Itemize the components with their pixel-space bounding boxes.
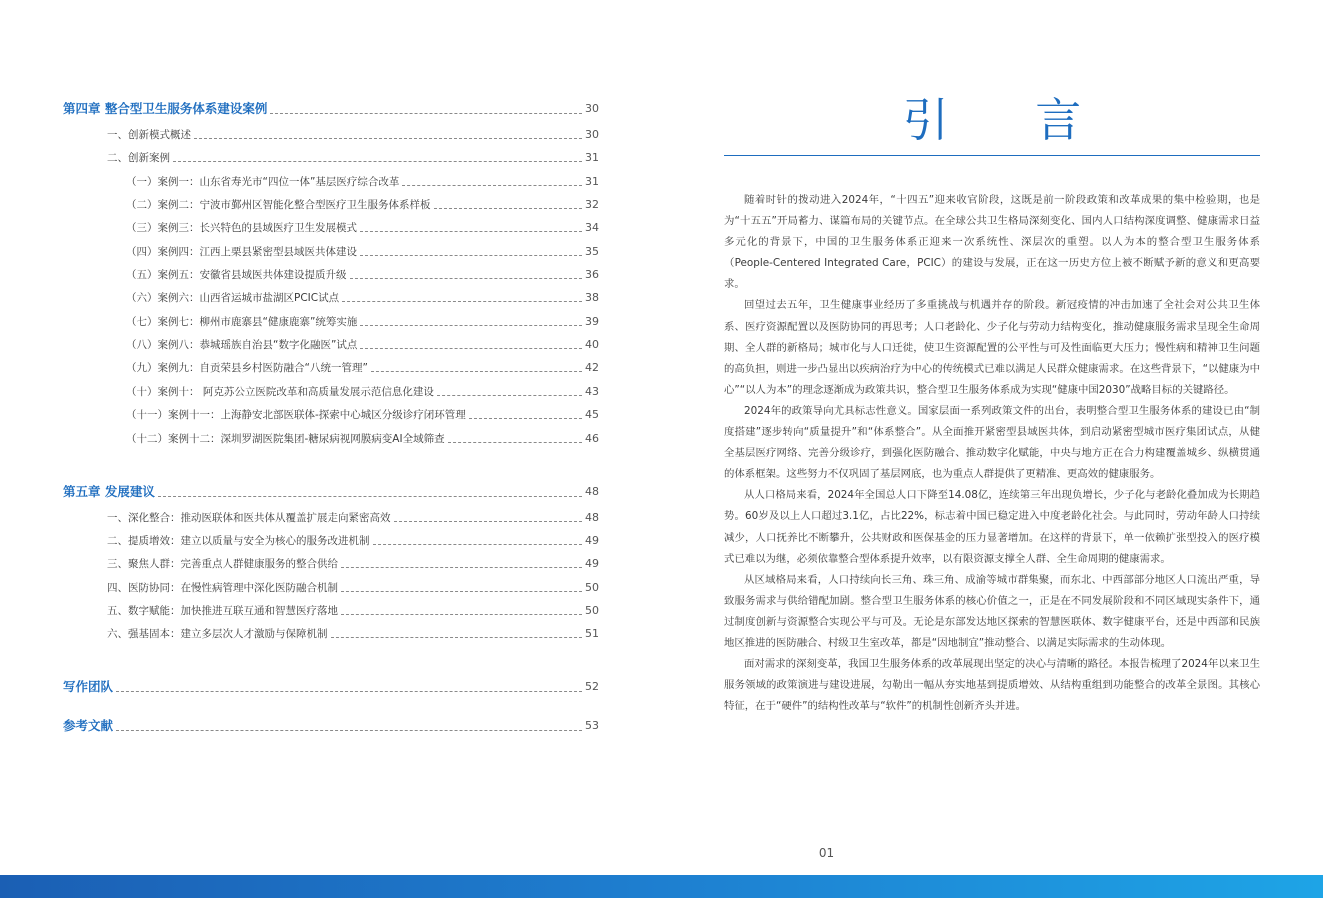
intro-paragraph: 从区域格局来看，人口持续向长三角、珠三角、成渝等城市群集聚，而东北、中西部部分地区人口流出严重，导致服务需求与供给错配加剧。整合型卫生服务体系的核心价值之一，正是在不同发展阶段和不同区域现实条件下，通过制度创新与资源整合实现公平与可及。无论是东部发达地区探索的智慧医联体、数字健康平台，还是中西部和民族地区推进的医防融合、村级卫生室改革，都是“因地制宜”推动整合、以满足实际需求的生动体现。 [724,573,1260,649]
toc-entry[interactable] [63,408,599,422]
toc-page-number: 53 [585,719,599,732]
toc-entry-label: （二）案例二：宁波市鄞州区智能化整合型医疗卫生服务体系样板 [126,199,431,211]
toc-entry[interactable] [63,268,599,282]
toc-entry[interactable] [63,581,599,595]
toc-entry-label: （九）案例九：自贡荣县乡村医防融合“八统一管理” [126,362,368,374]
toc-chapter-entry[interactable] [63,679,599,695]
toc-entry-label: （十）案例十： 阿克苏公立医院改革和高质量发展示范信息化建设 [126,386,434,398]
toc-entry[interactable] [63,361,599,375]
toc-entry-label: 写作团队 [63,679,114,694]
toc-page-number: 30 [585,102,599,115]
toc-dot-leader [341,591,582,592]
toc-page-number: 32 [585,198,599,211]
toc-dot-leader [360,325,582,326]
toc-entry-label: 三、聚焦人群：完善重点人群健康服务的整合供给 [107,558,338,570]
toc-dot-leader [341,614,582,615]
toc-entry[interactable] [63,338,599,352]
toc-entry[interactable] [63,291,599,305]
toc-dot-leader [350,278,583,279]
toc-entry-label: （六）案例六：山西省运城市盐湖区PCIC试点 [126,292,340,304]
toc-entry[interactable] [63,198,599,212]
toc-page-number: 50 [585,604,599,617]
toc-dot-leader [270,113,582,114]
toc-page-number: 42 [585,361,599,374]
intro-paragraph: 回望过去五年，卫生健康事业经历了多重挑战与机遇并存的阶段。新冠疫情的冲击加速了全社会对公共卫生体系、医疗资源配置以及医防协同的再思考；人口老龄化、少子化与劳动力结构变化，推动健康服务需求呈现全生命周期、全人群的新格局；城市化与人口迁徙，使卫生资源配置的公平性与可及性面临更大压力；慢性病和精神卫生问题的高负担，则进一步凸显出以疾病治疗为中心的传统模式已难以满足人民群众健康需求。在这些背景下，“以健康为中心”“以人为本”的理念逐渐成为政策共识，整合型卫生服务体系成为实现“健康中国2030”战略目标的关键路径。 [724,299,1260,396]
toc-dot-leader [116,730,582,731]
intro-body [724,190,1260,717]
toc-page-number: 40 [585,338,599,351]
intro-paragraph: 随着时针的拨动进入2024年，“十四五”迎来收官阶段，这既是前一阶段政策和改革成果的集中检验期，也是为“十五五”开局蓄力、谋篇布局的关键节点。在全球公共卫生格局深刻变化、国内人口结构深度调整、健康需求日益多元化的背景下，中国的卫生服务体系正迎来一次系统性、深层次的重塑。以人为本的整合型卫生服务体系（People-Centered Integrated Care，PCIC）的建设与发展，正在这一历史方位上被不断赋予新的意义和更高要求。 [724,194,1260,291]
toc-page-number: 46 [585,432,599,445]
toc-dot-leader [116,691,582,692]
toc-dot-leader [342,301,582,302]
toc-page-number: 30 [585,128,599,141]
toc-entry-label: 二、提质增效：建立以质量与安全为核心的服务改进机制 [107,535,370,547]
toc-dot-leader [437,395,582,396]
toc-entry-label: （十一）案例十一：上海静安北部医联体-探索中心城区分级诊疗闭环管理 [126,409,466,421]
toc-chapter-entry[interactable] [63,484,599,500]
toc-entry[interactable] [63,221,599,235]
toc-page-number: 38 [585,291,599,304]
toc-entry-label: （七）案例七：柳州市鹿寨县“健康鹿寨”统筹实施 [126,316,358,328]
toc-entry[interactable] [63,385,599,399]
toc-entry-label: 一、创新模式概述 [107,129,191,141]
toc-dot-leader [341,567,582,568]
toc-dot-leader [360,348,582,349]
toc-entry[interactable] [63,175,599,189]
toc-dot-leader [373,544,583,545]
toc-entry[interactable] [63,604,599,618]
intro-paragraph: 从人口格局来看，2024年全国总人口下降至14.08亿，连续第三年出现负增长，少子化与老龄化叠加成为长期趋势。60岁及以上人口超过3.1亿，占比22%，标志着中国已稳定进入中度老龄化社会。与此同时，劳动年龄人口持续减少，人口抚养比不断攀升，公共财政和医保基金的压力显著增加。在这样的背景下，单一依赖扩张型投入的医疗模式已难以为继，必须依靠整合型体系提升效率，以有限资源支撑全人群、全生命周期的健康需求。 [724,489,1260,565]
toc-entry-label: 二、创新案例 [107,152,170,164]
toc-entry-label: （三）案例三：长兴特色的县域医疗卫生发展模式 [126,222,357,234]
intro-title: 引 言 [902,93,1118,147]
toc-entry-label: （十二）案例十二：深圳罗湖医院集团-糖尿病视网膜病变AI全域筛查 [126,433,445,445]
toc-entry-label: 第五章 发展建议 [63,484,155,499]
toc-entry-label: （四）案例四：江西上栗县紧密型县域医共体建设 [126,246,357,258]
toc-entry-label: 四、医防协同：在慢性病管理中深化医防融合机制 [107,582,338,594]
toc-page-number: 43 [585,385,599,398]
toc-chapter-entry[interactable] [63,718,599,734]
toc-dot-leader [394,521,583,522]
toc-dot-leader [469,418,582,419]
footer-color-band [0,875,1323,898]
toc-dot-leader [360,255,582,256]
toc-page-number: 35 [585,245,599,258]
toc-page-number: 34 [585,221,599,234]
toc-chapter-entry[interactable] [63,101,599,117]
toc-entry-label: （五）案例五：安徽省县域医共体建设提质升级 [126,269,347,281]
page-number: 01 [818,846,835,860]
intro-paragraph: 面对需求的深刻变革，我国卫生服务体系的改革展现出坚定的决心与清晰的路径。本报告梳理了2024年以来卫生服务领域的政策演进与建设进展，勾勒出一幅从夯实地基到提质增效、从结构重组到功能整合的改革全景图。其核心特征，在于“硬件”的结构性改革与“软件”的机制性创新齐头并进。 [724,658,1260,713]
toc-dot-leader [371,371,582,372]
toc-page-number: 45 [585,408,599,421]
title-divider [724,155,1260,156]
toc-dot-leader [402,185,582,186]
toc-dot-leader [434,208,583,209]
toc-entry[interactable] [63,151,599,165]
toc-page-number: 49 [585,557,599,570]
toc-entry[interactable] [63,511,599,525]
toc-page-number: 31 [585,175,599,188]
toc-page-number: 36 [585,268,599,281]
toc-dot-leader [173,161,582,162]
toc-page-number: 39 [585,315,599,328]
toc-entry[interactable] [63,245,599,259]
toc-entry[interactable] [63,432,599,446]
toc-entry-label: 参考文献 [63,718,114,733]
intro-paragraph: 2024年的政策导向尤具标志性意义。国家层面一系列政策文件的出台，表明整合型卫生服务体系的建设已由“制度搭建”逐步转向“质量提升”和“体系整合”。从全面推开紧密型县域医共体，到启动紧密型城市医疗集团试点，从健全基层医疗网络、完善分级诊疗，到强化医防融合、推动数字化赋能，中央与地方正在合力构建覆盖城乡、纵横贯通的体系框架。这些努力不仅巩固了基层网底，也为重点人群提供了更精准、更高效的健康服务。 [724,404,1260,481]
toc-page-number: 48 [585,511,599,524]
toc-entry-label: 一、深化整合：推动医联体和医共体从覆盖扩展走向紧密高效 [107,512,391,524]
toc-entry-label: （八）案例八：恭城瑶族自治县“数字化融医”试点 [126,339,358,351]
toc-entry[interactable] [63,627,599,641]
toc-entry[interactable] [63,557,599,571]
toc-entry-label: （一）案例一：山东省寿光市“四位一体”基层医疗综合改革 [126,176,400,188]
toc-page-number: 51 [585,627,599,640]
toc-dot-leader [194,138,582,139]
toc-page-number: 31 [585,151,599,164]
toc-page-number: 50 [585,581,599,594]
toc-dot-leader [158,496,582,497]
toc-entry[interactable] [63,534,599,548]
toc-dot-leader [331,637,583,638]
toc-dot-leader [360,231,582,232]
toc-page-number: 52 [585,680,599,693]
page-number-wrap [0,846,1323,860]
toc-entry-label: 五、数字赋能：加快推进互联互通和智慧医疗落地 [107,605,338,617]
toc-entry[interactable] [63,315,599,329]
toc-dot-leader [448,442,582,443]
toc-page-number: 48 [585,485,599,498]
toc-entry[interactable] [63,128,599,142]
toc-entry-label: 六、强基固本：建立多层次人才激励与保障机制 [107,628,328,640]
toc-page-number: 49 [585,534,599,547]
toc-entry-label: 第四章 整合型卫生服务体系建设案例 [63,101,268,116]
